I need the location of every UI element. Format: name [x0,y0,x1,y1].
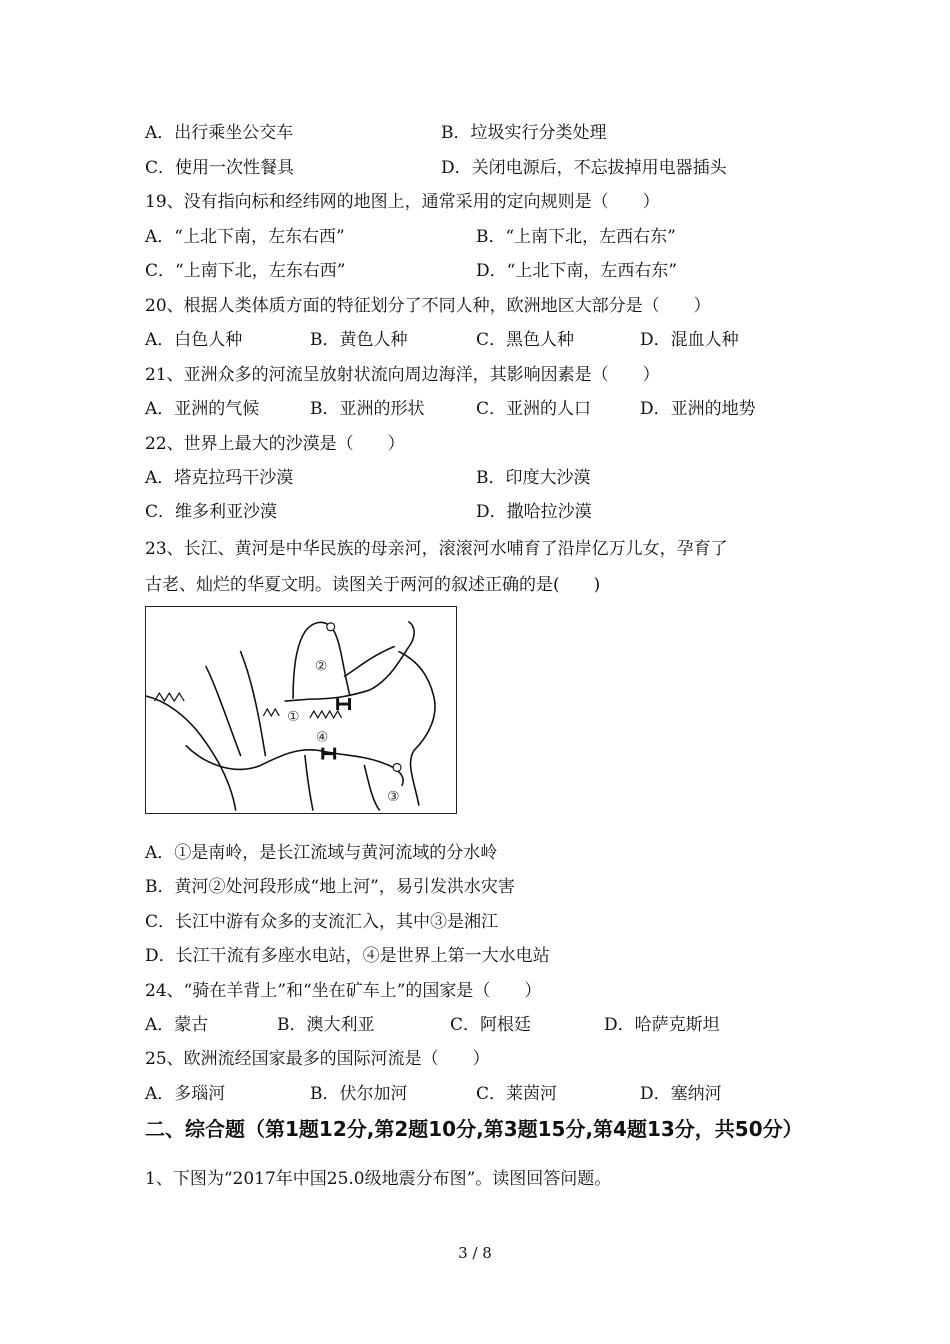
q25-option-c: C．莱茵河 [476,1084,558,1104]
q25-option-d: D．塞纳河 [640,1084,722,1104]
q23-option-d: D．长江干流有多座水电站，④是世界上第一大水电站 [145,946,550,966]
yangtze-yellow-river-map [145,606,457,814]
q23-option-b: B．黄河②处河段形成“地上河”，易引发洪水灾害 [145,877,515,897]
q23-option-c: C．长江中游有众多的支流汇入，其中③是湘江 [145,912,499,932]
q20-stem: 20、根据人类体质方面的特征划分了不同人种，欧洲地区大部分是（ ） [145,296,711,316]
section2-heading: 二、综合题（第1题12分,第2题10分,第3题15分,第4题13分，共50分） [145,1117,803,1141]
q23-stem-line1: 23、长江、黄河是中华民族的母亲河，滚滚河水哺育了沿岸亿万儿女，孕育了 [145,539,728,559]
q24-option-d: D．哈萨克斯坦 [604,1015,720,1035]
q20-option-a: A．白色人种 [145,330,243,350]
q19-stem: 19、没有指向标和经纬网的地图上，通常采用的定向规则是（ ） [145,192,660,212]
q21-stem: 21、亚洲众多的河流呈放射状流向周边海洋，其影响因素是（ ） [145,365,660,385]
q24-stem: 24、“骑在羊背上”和“坐在矿车上”的国家是（ ） [145,981,542,1001]
map-label-two: ② [314,658,328,675]
q19-option-b: B．“上南下北，左西右东” [476,227,676,247]
q23-option-a: A．①是南岭，是长江流域与黄河流域的分水岭 [145,843,498,863]
river-map-svg [146,607,456,813]
q20-option-c: C．黑色人种 [476,330,575,350]
section2-q1-stem: 1、下图为“2017年中国25.0级地震分布图”。读图回答问题。 [145,1169,612,1189]
q22-option-d: D．撒哈拉沙漠 [476,502,592,522]
q25-option-b: B．伏尔加河 [310,1084,408,1104]
q18-option-b: B．垃圾实行分类处理 [441,123,607,143]
q22-option-a: A．塔克拉玛干沙漠 [145,468,294,488]
q22-option-b: B．印度大沙漠 [476,468,591,488]
q19-option-a: A．“上北下南，左东右西” [145,227,345,247]
coastline [399,652,435,806]
q24-option-b: B．澳大利亚 [277,1015,375,1035]
q19-option-d: D．“上北下南，左西右东” [476,261,678,281]
mountain-icon [154,693,341,718]
q24-option-a: A．蒙古 [145,1015,209,1035]
q20-option-d: D．混血人种 [640,330,739,350]
q21-option-a: A．亚洲的气候 [145,399,260,419]
q22-option-c: C．维多利亚沙漠 [145,502,278,522]
q22-stem: 22、世界上最大的沙漠是（ ） [145,434,405,454]
page-number: 3 / 8 [458,1244,492,1262]
q24-option-c: C．阿根廷 [450,1015,532,1035]
q21-option-b: B．亚洲的形状 [310,399,425,419]
q21-option-d: D．亚洲的地势 [640,399,756,419]
q18-option-c: C．使用一次性餐具 [145,158,295,178]
q25-option-a: A．多瑙河 [145,1084,226,1104]
map-label-one: ① [287,708,300,725]
q21-option-c: C．亚洲的人口 [476,399,592,419]
map-label-four: ④ [315,729,329,746]
q25-stem: 25、欧洲流经国家最多的国际河流是（ ） [145,1049,490,1069]
q19-option-c: C．“上南下北，左东右西” [145,261,346,281]
q23-stem-line2: 古老、灿烂的华夏文明。读图关于两河的叙述正确的是( ) [145,575,601,595]
q20-option-b: B．黄色人种 [310,330,408,350]
map-label-three: ③ [387,789,400,806]
yangtze-river [186,746,403,786]
q18-option-a: A．出行乘坐公交车 [145,123,294,143]
q18-option-d: D．关闭电源后，不忘拔掉用电器插头 [441,158,727,178]
